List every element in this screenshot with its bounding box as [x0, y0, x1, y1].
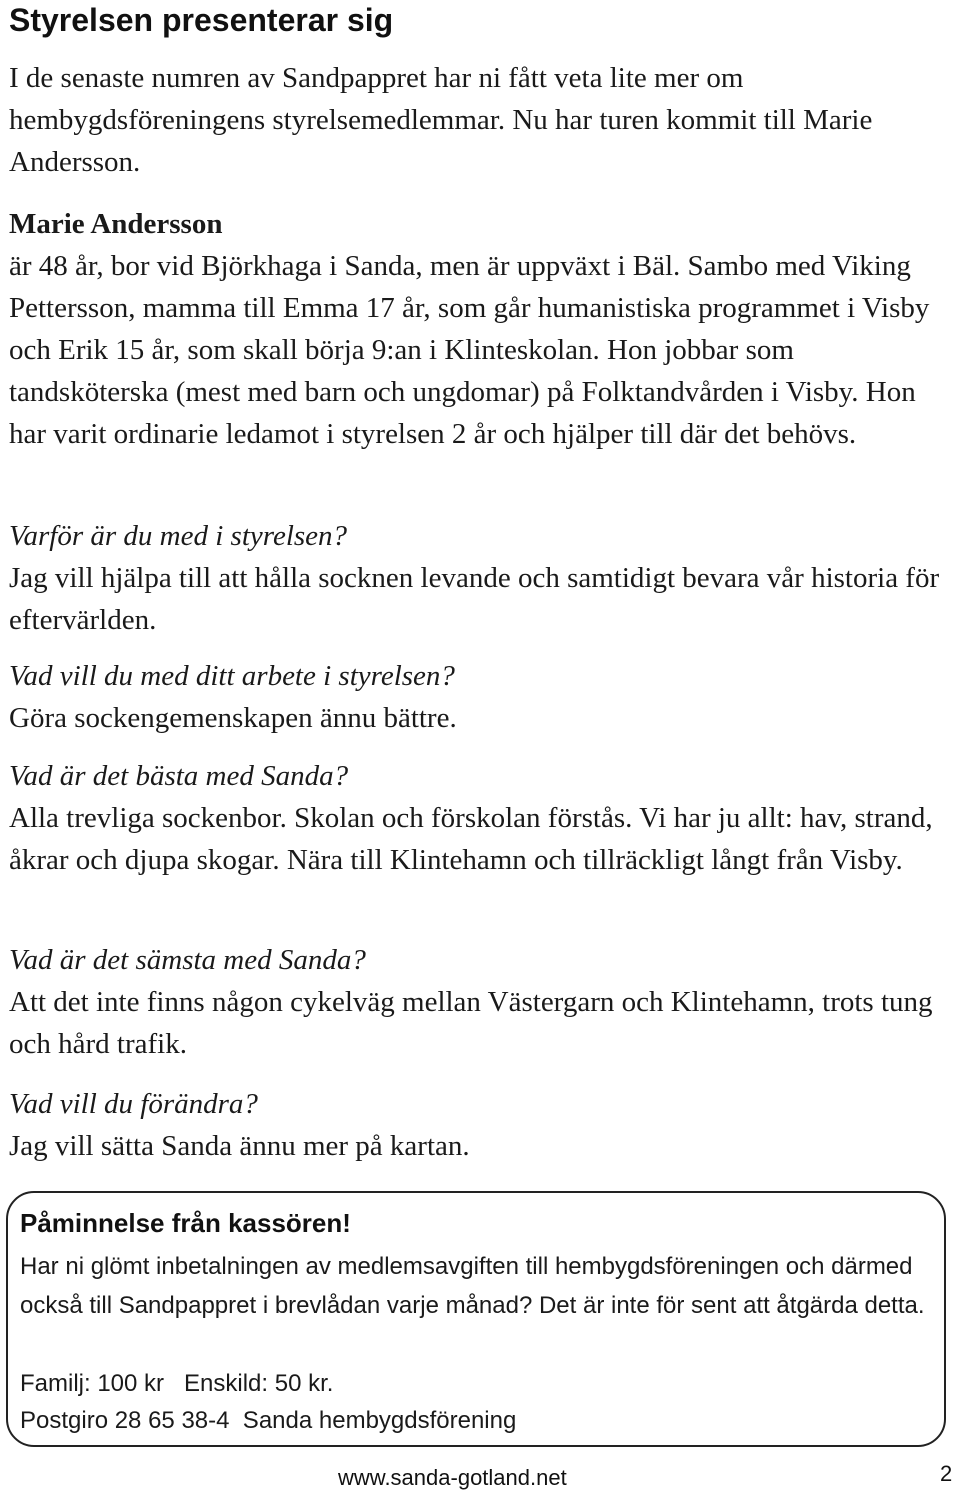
intro-paragraph: I de senaste numren av Sandpappret har ni fått veta lite mer om hembygdsföreningens styrelsemedlemmar. Nu har turen kommit till Marie Andersson.: [9, 62, 873, 178]
answer-5: Jag vill sätta Sanda ännu mer på kartan.: [9, 1130, 470, 1162]
membership-fees: Familj: 100 kr Enskild: 50 kr.: [20, 1370, 334, 1397]
reminder-title: Påminnelse från kassören!: [20, 1208, 351, 1238]
postgiro-account: Postgiro 28 65 38-4 Sanda hembygdsförening: [20, 1407, 517, 1434]
website-url: www.sanda-gotland.net: [338, 1465, 567, 1490]
member-name-heading: Marie Andersson: [9, 208, 223, 240]
answer-4: Att det inte finns någon cykelväg mellan Västergarn och Klintehamn, trots tung och hård trafik.: [9, 986, 933, 1060]
page-title: Styrelsen presenterar sig: [9, 2, 394, 38]
page-number: 2: [940, 1461, 953, 1486]
reminder-body: Har ni glömt inbetalningen av medlemsavgiften till hembygdsföreningen och därmed också till Sandpappret i brevlådan varje månad? Det är inte för sent att åtgärda detta.: [20, 1253, 925, 1319]
member-bio: är 48 år, bor vid Björkhaga i Sanda, men är uppväxt i Bäl. Sambo med Viking Pettersson, mamma till Emma 17 år, som går humanistiska programmet i Visby och Erik 15 år, som skall börja 9:an i Klinteskolan. Hon jobbar som tandsköterska (mest med barn och ungdomar) på Folktandvården i Visby. Hon har varit ordinarie ledamot i styrelsen 2 år och hjälper till där det behövs.: [9, 250, 930, 450]
answer-3: Alla trevliga sockenbor. Skolan och förskolan förstås. Vi har ju allt: hav, strand, åkrar och djupa skogar. Nära till Klintehamn och tillräckligt långt från Visby.: [9, 802, 933, 876]
question-2: Vad vill du med ditt arbete i styrelsen?: [9, 660, 455, 692]
question-4: Vad är det sämsta med Sanda?: [9, 944, 366, 976]
question-1: Varför är du med i styrelsen?: [9, 520, 348, 552]
answer-2: Göra sockengemenskapen ännu bättre.: [9, 702, 457, 734]
question-3: Vad är det bästa med Sanda?: [9, 760, 349, 792]
answer-1: Jag vill hjälpa till att hålla socknen levande och samtidigt bevara vår historia för eftervärlden.: [9, 562, 940, 636]
question-5: Vad vill du förändra?: [9, 1088, 258, 1120]
